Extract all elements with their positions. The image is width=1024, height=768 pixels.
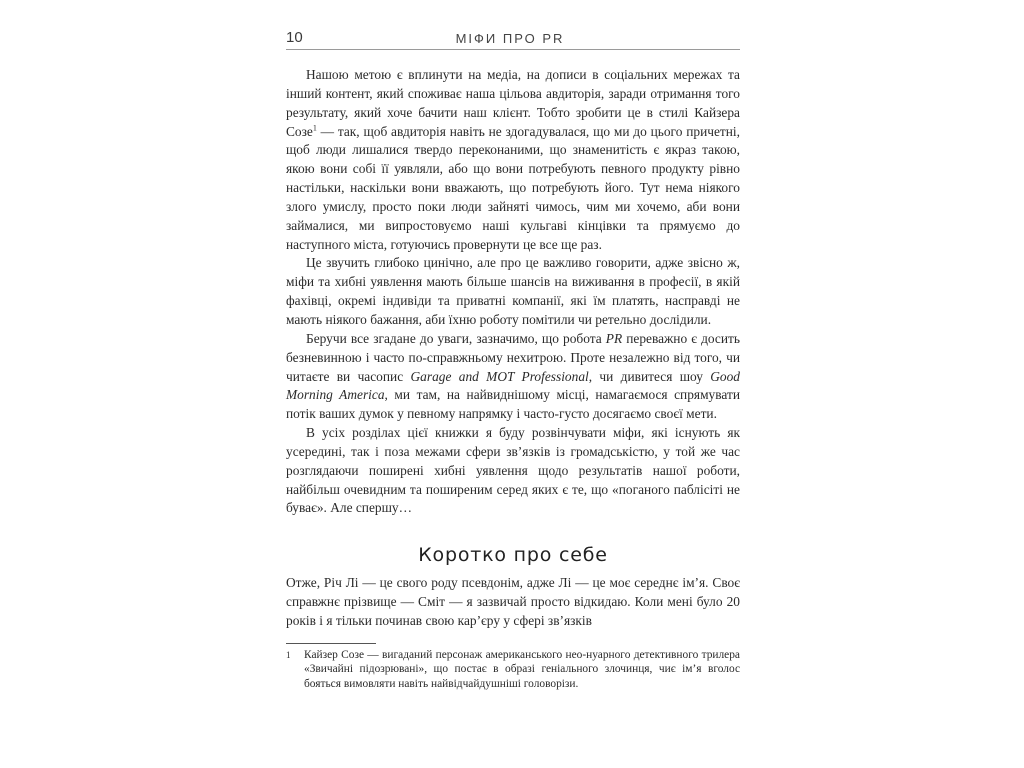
footnote xyxy=(286,648,740,692)
page-number: 10 xyxy=(286,29,303,46)
footnote-mark: 1 xyxy=(286,649,291,660)
footnote-text: Кайзер Созе — вигаданий персонаж американського нео-нуарного детективного трилера «Звичайні підозрювані», що постає в образі геніального злочинця, чиє ім’я вголос бояться вимовляти навіть найвідчайдушніші головорізи. xyxy=(304,648,740,690)
page-header xyxy=(286,24,740,50)
running-title: МІФИ ПРО PR xyxy=(455,31,565,46)
page-body xyxy=(286,66,740,691)
footnote-ref: 1 xyxy=(312,123,317,133)
paragraph-2: Це звучить глибоко цинічно, але про це важливо говорити, адже звісно ж, міфи та хибні уявлення мають більше шансів на виживання в професії, в якій фахівці, окремі індивіди та приватні компанії, які їм платять, насправді не мають ніякого бажання, аби їхню роботу помітили чи ретельно дослідили. xyxy=(286,255,740,327)
section-paragraph: Отже, Річ Лі — це свого роду псевдонім, адже Лі — це моє середнє ім’я. Своє справжнє прізвище — Сміт — я зазвичай просто відкидаю. Коли мені було 20 років і я тільки починав свою кар’єру у сфері зв’язків xyxy=(286,575,740,628)
paragraph-3: Беручи все згадане до уваги, зазначимо, що робота PR переважно є досить безневинною і часто по-справжньому нехитрою. Проте незалежно від того, чи читаєте ви часопис Garage and MOT Professional, чи дивитеся шоу Good Morning America, ми там, на найвиднішому місці, намагаємося спрямувати потік ваших думок у певному напрямку і часто-густо досягаємо своєї мети. xyxy=(286,330,741,422)
footnote-divider xyxy=(286,643,376,644)
book-page xyxy=(286,24,740,691)
paragraph-4: В усіх розділах цієї книжки я буду розвінчувати міфи, які існують як усередині, так і поза межами сфери зв’язків із громадськістю, у той же час розглядаючи поширені хибні уявлення щодо результатів нашої роботи, найбільш очевидним та поширеним серед яких є те, що «поганого паблісіті не буває». Але спершу… xyxy=(286,425,740,516)
section-heading: Коротко про себе xyxy=(418,544,608,567)
paragraph-1: Нашою метою є вплинути на медіа, на дописи в соціальних мережах та інший контент, який споживає наша цільова авдиторія, заради отримання того результату, який хоче бачити наш клієнт. Тобто зробити це в стилі Кайзера Созе$^1$ — так, щоб авдиторія навіть не здогадувалася, що ми до цього причетні, щоб люди лишалися твердо переконаними, що знаменитість є якраз такою, якою вони собі її уявляли, або що вони потребують певного продукту рівно настільки, наскільки вони вважають, що потребують його. Тут нема ніякого злого умислу, просто поки люди зайняті чимось, чим ми хочемо, аби вони займалися, ми випростовуємо наші кульгаві кінцівки та прямуємо до наступного міста, готуючись провернути це все ще раз. xyxy=(286,67,740,252)
